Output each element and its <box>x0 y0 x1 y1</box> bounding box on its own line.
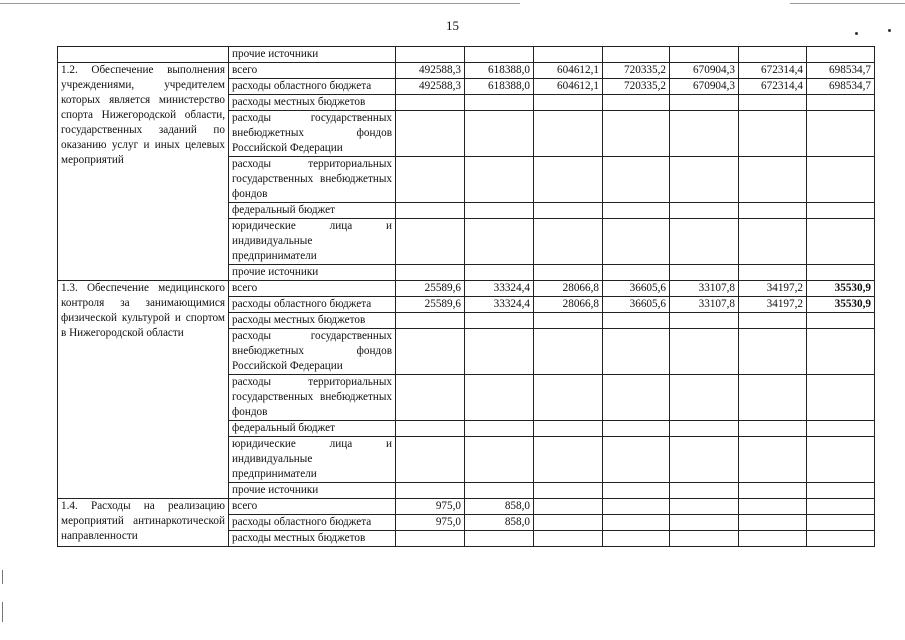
value-cell: 25589,6 <box>396 281 465 297</box>
value-cell <box>807 265 875 281</box>
value-cell <box>670 499 739 515</box>
value-cell <box>465 157 534 203</box>
funding-source-cell: расходы местных бюджетов <box>229 95 396 111</box>
value-cell <box>396 203 465 219</box>
value-cell <box>534 265 603 281</box>
value-cell: 33324,4 <box>465 281 534 297</box>
value-cell <box>670 531 739 547</box>
value-cell <box>603 219 670 265</box>
value-cell <box>670 437 739 483</box>
value-cell: 33107,8 <box>670 297 739 313</box>
value-cell <box>534 515 603 531</box>
value-cell <box>396 265 465 281</box>
value-cell <box>396 157 465 203</box>
value-cell <box>534 219 603 265</box>
value-cell <box>534 313 603 329</box>
value-cell <box>603 313 670 329</box>
value-cell <box>739 47 807 63</box>
value-cell <box>465 483 534 499</box>
event-cell <box>58 47 229 63</box>
funding-source-cell: расходы местных бюджетов <box>229 313 396 329</box>
scan-left-edge-mark <box>2 602 3 622</box>
value-cell <box>807 111 875 157</box>
value-cell <box>396 47 465 63</box>
value-cell <box>670 111 739 157</box>
value-cell <box>534 483 603 499</box>
value-cell <box>465 421 534 437</box>
value-cell <box>534 499 603 515</box>
value-cell <box>739 531 807 547</box>
value-cell: 33107,8 <box>670 281 739 297</box>
value-cell <box>396 421 465 437</box>
value-cell <box>670 329 739 375</box>
value-cell <box>534 47 603 63</box>
value-cell <box>670 375 739 421</box>
value-cell <box>807 313 875 329</box>
value-cell: 618388,0 <box>465 79 534 95</box>
value-cell: 975,0 <box>396 515 465 531</box>
value-cell <box>603 531 670 547</box>
value-cell <box>603 265 670 281</box>
value-cell <box>534 329 603 375</box>
value-cell <box>465 111 534 157</box>
value-cell <box>534 421 603 437</box>
value-cell: 975,0 <box>396 499 465 515</box>
value-cell: 604612,1 <box>534 79 603 95</box>
value-cell <box>396 219 465 265</box>
value-cell <box>807 499 875 515</box>
value-cell: 858,0 <box>465 499 534 515</box>
value-cell <box>603 95 670 111</box>
value-cell: 670904,3 <box>670 63 739 79</box>
value-cell <box>739 157 807 203</box>
value-cell <box>739 437 807 483</box>
value-cell <box>465 265 534 281</box>
value-cell: 36605,6 <box>603 297 670 313</box>
value-cell <box>603 483 670 499</box>
value-cell <box>465 375 534 421</box>
value-cell: 698534,7 <box>807 79 875 95</box>
value-cell <box>465 47 534 63</box>
value-cell <box>396 95 465 111</box>
value-cell <box>603 421 670 437</box>
value-cell: 28066,8 <box>534 297 603 313</box>
value-cell <box>670 421 739 437</box>
scan-top-rule-right <box>790 3 905 4</box>
value-cell <box>739 483 807 499</box>
value-cell <box>396 483 465 499</box>
table-row <box>58 499 875 515</box>
funding-source-cell: федеральный бюджет <box>229 203 396 219</box>
value-cell <box>465 95 534 111</box>
funding-source-cell: юридические лица и индивидуальные предприниматели <box>229 437 396 483</box>
value-cell <box>739 421 807 437</box>
value-cell <box>739 515 807 531</box>
funding-source-cell: прочие источники <box>229 265 396 281</box>
value-cell: 492588,3 <box>396 63 465 79</box>
value-cell <box>670 157 739 203</box>
value-cell: 33324,4 <box>465 297 534 313</box>
value-cell <box>396 375 465 421</box>
value-cell <box>603 203 670 219</box>
funding-source-cell: расходы государственных внебюджетных фондов Российской Федерации <box>229 111 396 157</box>
value-cell: 35530,9 <box>807 281 875 297</box>
value-cell <box>739 499 807 515</box>
value-cell: 34197,2 <box>739 297 807 313</box>
value-cell <box>534 375 603 421</box>
value-cell <box>670 219 739 265</box>
value-cell <box>603 515 670 531</box>
table-row <box>58 63 875 79</box>
value-cell <box>670 313 739 329</box>
funding-source-cell: всего <box>229 63 396 79</box>
value-cell: 35530,9 <box>807 297 875 313</box>
value-cell <box>603 111 670 157</box>
value-cell <box>807 157 875 203</box>
funding-source-cell: расходы территориальных государственных внебюджетных фондов <box>229 157 396 203</box>
scan-left-edge-mark <box>2 570 3 584</box>
funding-source-cell: расходы областного бюджета <box>229 79 396 95</box>
value-cell <box>534 157 603 203</box>
value-cell <box>534 95 603 111</box>
event-cell: 1.4. Расходы на реализацию мероприятий антинаркотической направленности <box>58 499 229 547</box>
funding-source-cell: прочие источники <box>229 483 396 499</box>
value-cell: 604612,1 <box>534 63 603 79</box>
event-cell: 1.3. Обеспечение медицинского контроля за занимающимися физической культурой и спортом в Нижегородской области <box>58 281 229 499</box>
table-row <box>58 281 875 297</box>
value-cell <box>807 95 875 111</box>
value-cell <box>603 47 670 63</box>
value-cell: 672314,4 <box>739 79 807 95</box>
value-cell <box>807 483 875 499</box>
value-cell <box>534 531 603 547</box>
funding-source-cell: расходы областного бюджета <box>229 297 396 313</box>
value-cell <box>739 313 807 329</box>
value-cell: 492588,3 <box>396 79 465 95</box>
value-cell: 672314,4 <box>739 63 807 79</box>
value-cell <box>670 95 739 111</box>
value-cell: 618388,0 <box>465 63 534 79</box>
funding-source-cell: прочие источники <box>229 47 396 63</box>
value-cell <box>603 437 670 483</box>
funding-source-cell: всего <box>229 499 396 515</box>
value-cell <box>396 111 465 157</box>
value-cell <box>739 95 807 111</box>
value-cell <box>807 421 875 437</box>
value-cell: 698534,7 <box>807 63 875 79</box>
page-number: 15 <box>446 18 459 33</box>
scan-top-rule-left <box>0 3 520 4</box>
value-cell <box>670 47 739 63</box>
budget-table <box>57 46 875 547</box>
value-cell <box>739 329 807 375</box>
value-cell <box>807 203 875 219</box>
event-cell: 1.2. Обеспечение выполнения учреждениями, учредителем которых является министерство спорта Нижегородской области, государственных заданий по оказанию услуг и иных целевых мероприятий <box>58 63 229 281</box>
value-cell <box>396 313 465 329</box>
funding-source-cell: юридические лица и индивидуальные предприниматели <box>229 219 396 265</box>
funding-source-cell: всего <box>229 281 396 297</box>
value-cell <box>534 203 603 219</box>
value-cell <box>807 515 875 531</box>
value-cell <box>465 203 534 219</box>
value-cell <box>465 219 534 265</box>
value-cell <box>534 111 603 157</box>
value-cell <box>807 47 875 63</box>
value-cell <box>396 531 465 547</box>
value-cell <box>465 437 534 483</box>
value-cell <box>603 157 670 203</box>
value-cell <box>807 437 875 483</box>
value-cell <box>670 515 739 531</box>
value-cell: 720335,2 <box>603 79 670 95</box>
value-cell: 28066,8 <box>534 281 603 297</box>
value-cell <box>807 375 875 421</box>
funding-source-cell: расходы областного бюджета <box>229 515 396 531</box>
funding-source-cell: федеральный бюджет <box>229 421 396 437</box>
value-cell <box>465 329 534 375</box>
value-cell: 670904,3 <box>670 79 739 95</box>
value-cell <box>603 375 670 421</box>
value-cell <box>807 329 875 375</box>
value-cell <box>670 265 739 281</box>
table-row <box>58 47 875 63</box>
value-cell <box>739 111 807 157</box>
value-cell <box>534 437 603 483</box>
funding-source-cell: расходы территориальных государственных внебюджетных фондов <box>229 375 396 421</box>
value-cell <box>739 219 807 265</box>
value-cell: 720335,2 <box>603 63 670 79</box>
value-cell <box>807 219 875 265</box>
funding-source-cell: расходы местных бюджетов <box>229 531 396 547</box>
value-cell <box>396 329 465 375</box>
value-cell: 34197,2 <box>739 281 807 297</box>
value-cell <box>739 265 807 281</box>
value-cell: 25589,6 <box>396 297 465 313</box>
funding-source-cell: расходы государственных внебюджетных фондов Российской Федерации <box>229 329 396 375</box>
value-cell <box>603 329 670 375</box>
value-cell <box>670 203 739 219</box>
value-cell <box>603 499 670 515</box>
value-cell <box>739 375 807 421</box>
value-cell <box>739 203 807 219</box>
value-cell <box>465 531 534 547</box>
value-cell <box>670 483 739 499</box>
value-cell: 36605,6 <box>603 281 670 297</box>
value-cell <box>396 437 465 483</box>
value-cell: 858,0 <box>465 515 534 531</box>
value-cell <box>807 531 875 547</box>
value-cell <box>465 313 534 329</box>
